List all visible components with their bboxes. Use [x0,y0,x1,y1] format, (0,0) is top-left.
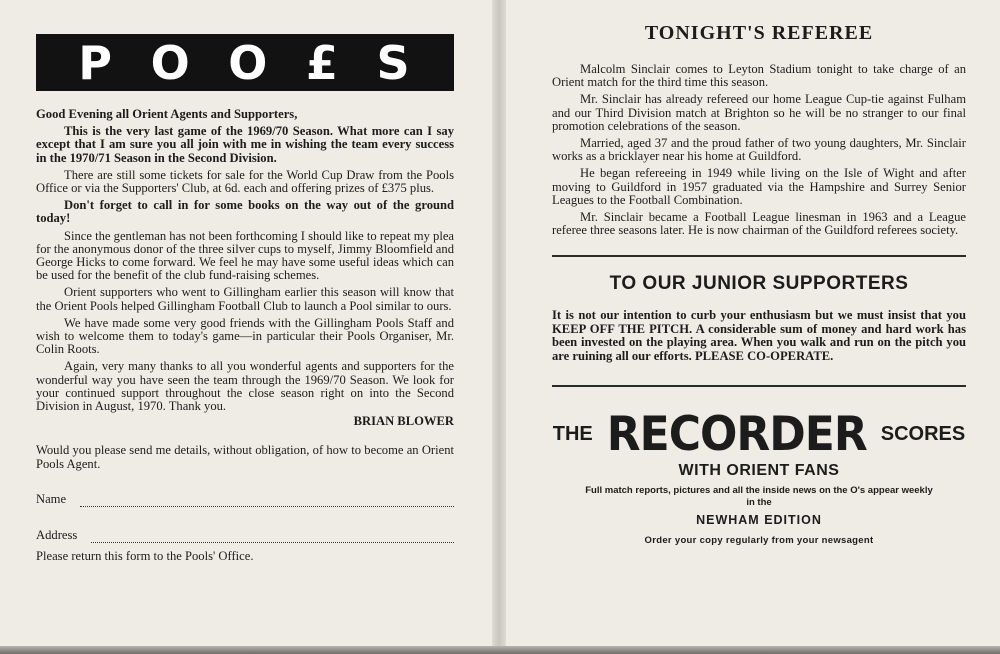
referee-page [506,0,1000,654]
world-cup-draw-paragraph: There are still some tickets for sale for the World Cup Draw from the Pools Office or via the Supporters' Club, at 6d. each and offering prizes of £375 plus. [36,167,454,196]
silver-cups-paragraph: Since the gentleman has not been forthcoming I should like to repeat my plea for the anonymous donor of the three silver cups to myself, Jimmy Bloomfield and George Hicks to come forward. We feel he may have some useful ideas which can be used for the benefit of the club fund-raising schemes. [36,228,454,283]
recorder-advert [552,409,966,546]
page-bottom-edge [0,646,1000,654]
referee-paragraph: Mr. Sinclair has already refereed our home League Cup-tie against Fulham and our Third Division match at Brighton so he will be no stranger to our final promotion celebrations of the season. [552,92,966,133]
referee-paragraph: Married, aged 37 and the proud father of two young daughters, Mr. Sinclair works as a bricklayer near his home at Guildford. [552,136,966,164]
address-field[interactable] [36,528,454,543]
banner-letter-o2: O [228,35,270,90]
junior-notice: It is not our intention to curb your enthusiasm but we must insist that you KEEP OFF THE PITCH. A considerable sum of money and hard work has been invested on the playing area. When you walk and run on the pitch you are ruining all our efforts. PLEASE CO-OPERATE. [552,308,966,363]
ad-with-fans: WITH ORIENT FANS [678,462,840,480]
banner-letter-pound: £ [305,35,340,90]
pools-banner [36,34,454,91]
season-message: This is the very last game of the 1969/70 Season. What more can I say except that I am sure you all join with me in wishing the team every success in the 1970/71 Season in the Second Division. [36,124,454,165]
address-dotted-line[interactable] [91,533,454,543]
junior-heading: TO OUR JUNIOR SUPPORTERS [609,273,909,295]
banner-letter-s: S [376,35,412,90]
thanks-paragraph: Again, very many thanks to all you wonderful agents and supporters for the wonderful way you have seen the team through the 1969/70 Season. We look for your continued support throughout the close season right on into the Second Division in August, 1970. Thank you. [36,359,454,414]
signature: BRIAN BLOWER [353,414,454,429]
ad-order: Order your copy regularly from your newsagent [644,535,874,547]
banner-letter-o1: O [150,35,192,90]
welcome-paragraph: We have made some very good friends with the Gillingham Pools Staff and wish to welcome them to today's game—in particular their Pools Organiser, Mr. Colin Roots. [36,315,454,357]
referee-paragraph: He began refereeing in 1949 while living on the Isle of Wight and after moving to Guildford in 1957 graduated via the Hampshire and Surrey Senior Leagues to the Football Combination. [552,166,966,207]
ad-details: Full match reports, pictures and all the inside news on the O's appear weekly [585,485,933,497]
page-gutter [492,0,506,654]
section-divider [552,255,966,257]
ad-edition: NEWHAM EDITION [696,513,822,528]
referee-heading: TONIGHT'S REFEREE [644,22,874,44]
section-divider [552,385,966,387]
name-field[interactable] [36,492,454,507]
return-note: Please return this form to the Pools' Office. [36,548,254,563]
name-dotted-line[interactable] [80,497,454,507]
recorder-logo: RECORDER [606,407,867,463]
name-label: Name [36,491,67,506]
agent-form-request: Would you please send me details, without obligation, of how to become an Orient Pools Agent. [36,443,454,471]
pools-page [0,0,492,654]
banner-letter-p: P [78,35,114,90]
referee-paragraph: Mr. Sinclair became a Football League linesman in 1963 and a League referee three seasons later. He is now chairman of the Guildford referees society. [552,210,966,238]
books-reminder: Don't forget to call in for some books on the way out of the ground today! [36,198,454,226]
ad-in-the: in the [746,497,772,509]
address-label: Address [36,527,78,542]
ad-the: THE [552,423,593,446]
referee-paragraph: Malcolm Sinclair comes to Leyton Stadium tonight to take charge of an Orient match for the third time this season. [552,62,966,90]
ad-scores: SCORES [880,423,966,446]
greeting: Good Evening all Orient Agents and Supporters, [36,107,298,121]
gillingham-paragraph: Orient supporters who went to Gillingham earlier this season will know that the Orient Pools helped Gillingham Football Club to launch a Pool similar to ours. [36,285,454,313]
